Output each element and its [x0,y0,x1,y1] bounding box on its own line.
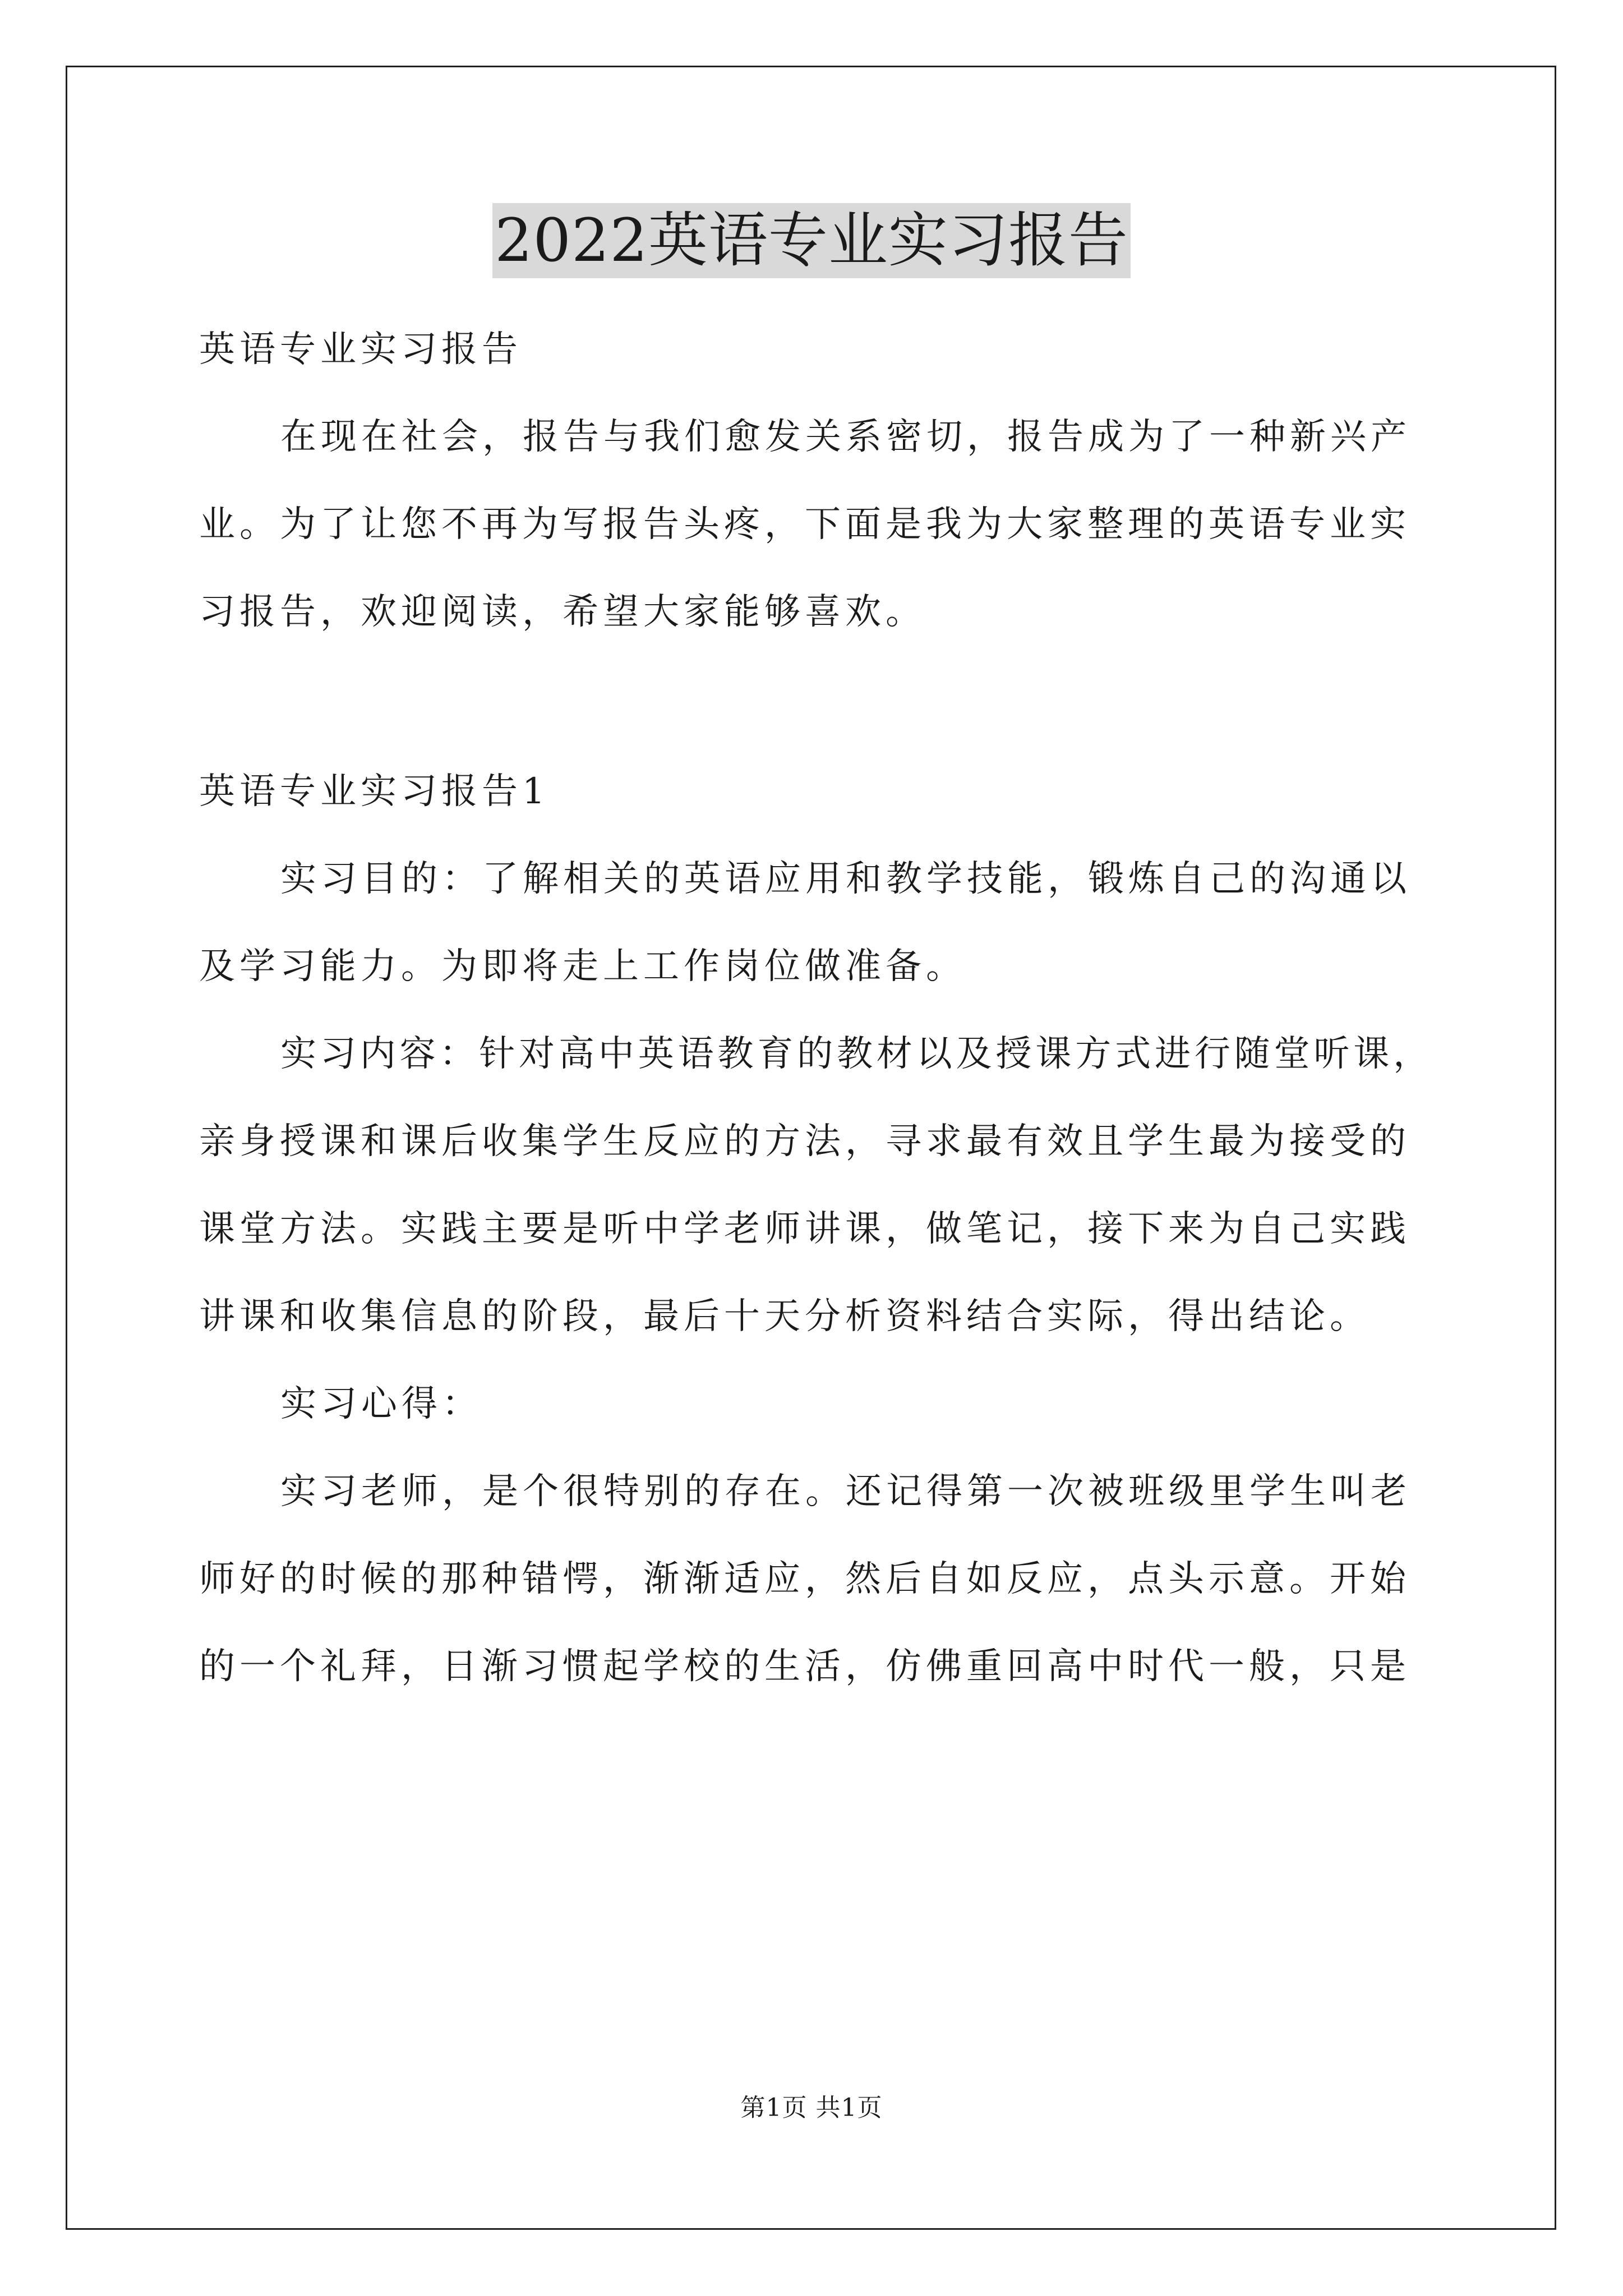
page-footer [0,2091,1623,2125]
section-heading: 英语专业实习报告1 [199,771,550,812]
body-line: 课堂方法。实践主要是听中学老师讲课，做笔记，接下来为自己实践 [199,1208,1410,1250]
body-line: 习报告，欢迎阅读，希望大家能够喜欢。 [199,591,926,633]
body-line: 师好的时候的那种错愕，渐渐适应，然后自如反应，点头示意。开始 [199,1558,1410,1600]
document-title: 2022英语专业实习报告 [492,203,1131,278]
body-line: 业。为了让您不再为写报告头疼，下面是我为大家整理的英语专业实 [199,504,1410,545]
subtitle-line: 英语专业实习报告 [199,329,522,370]
title-container [0,203,1623,278]
body-line: 实习心得： [280,1383,482,1425]
body-line: 实习目的：了解相关的英语应用和教学技能，锻炼自己的沟通以 [280,858,1411,900]
body-line: 亲身授课和课后收集学生反应的方法，寻求最有效且学生最为接受的 [199,1121,1410,1162]
body-line: 实习内容：针对高中英语教育的教材以及授课方式进行随堂听课， [280,1033,1433,1075]
page-number: 第1页 共1页 [740,2093,883,2122]
body-line: 及学习能力。为即将走上工作岗位做准备。 [199,946,966,987]
document-body [199,323,1433,1694]
body-line: 实习老师，是个很特别的存在。还记得第一次被班级里学生叫老 [280,1471,1411,1512]
body-line: 讲课和收集信息的阶段，最后十天分析资料结合实际，得出结论。 [199,1296,1370,1337]
body-line: 在现在社会，报告与我们愈发关系密切，报告成为了一种新兴产 [280,416,1411,458]
body-line: 的一个礼拜，日渐习惯起学校的生活，仿佛重回高中时代一般，只是 [199,1646,1410,1687]
